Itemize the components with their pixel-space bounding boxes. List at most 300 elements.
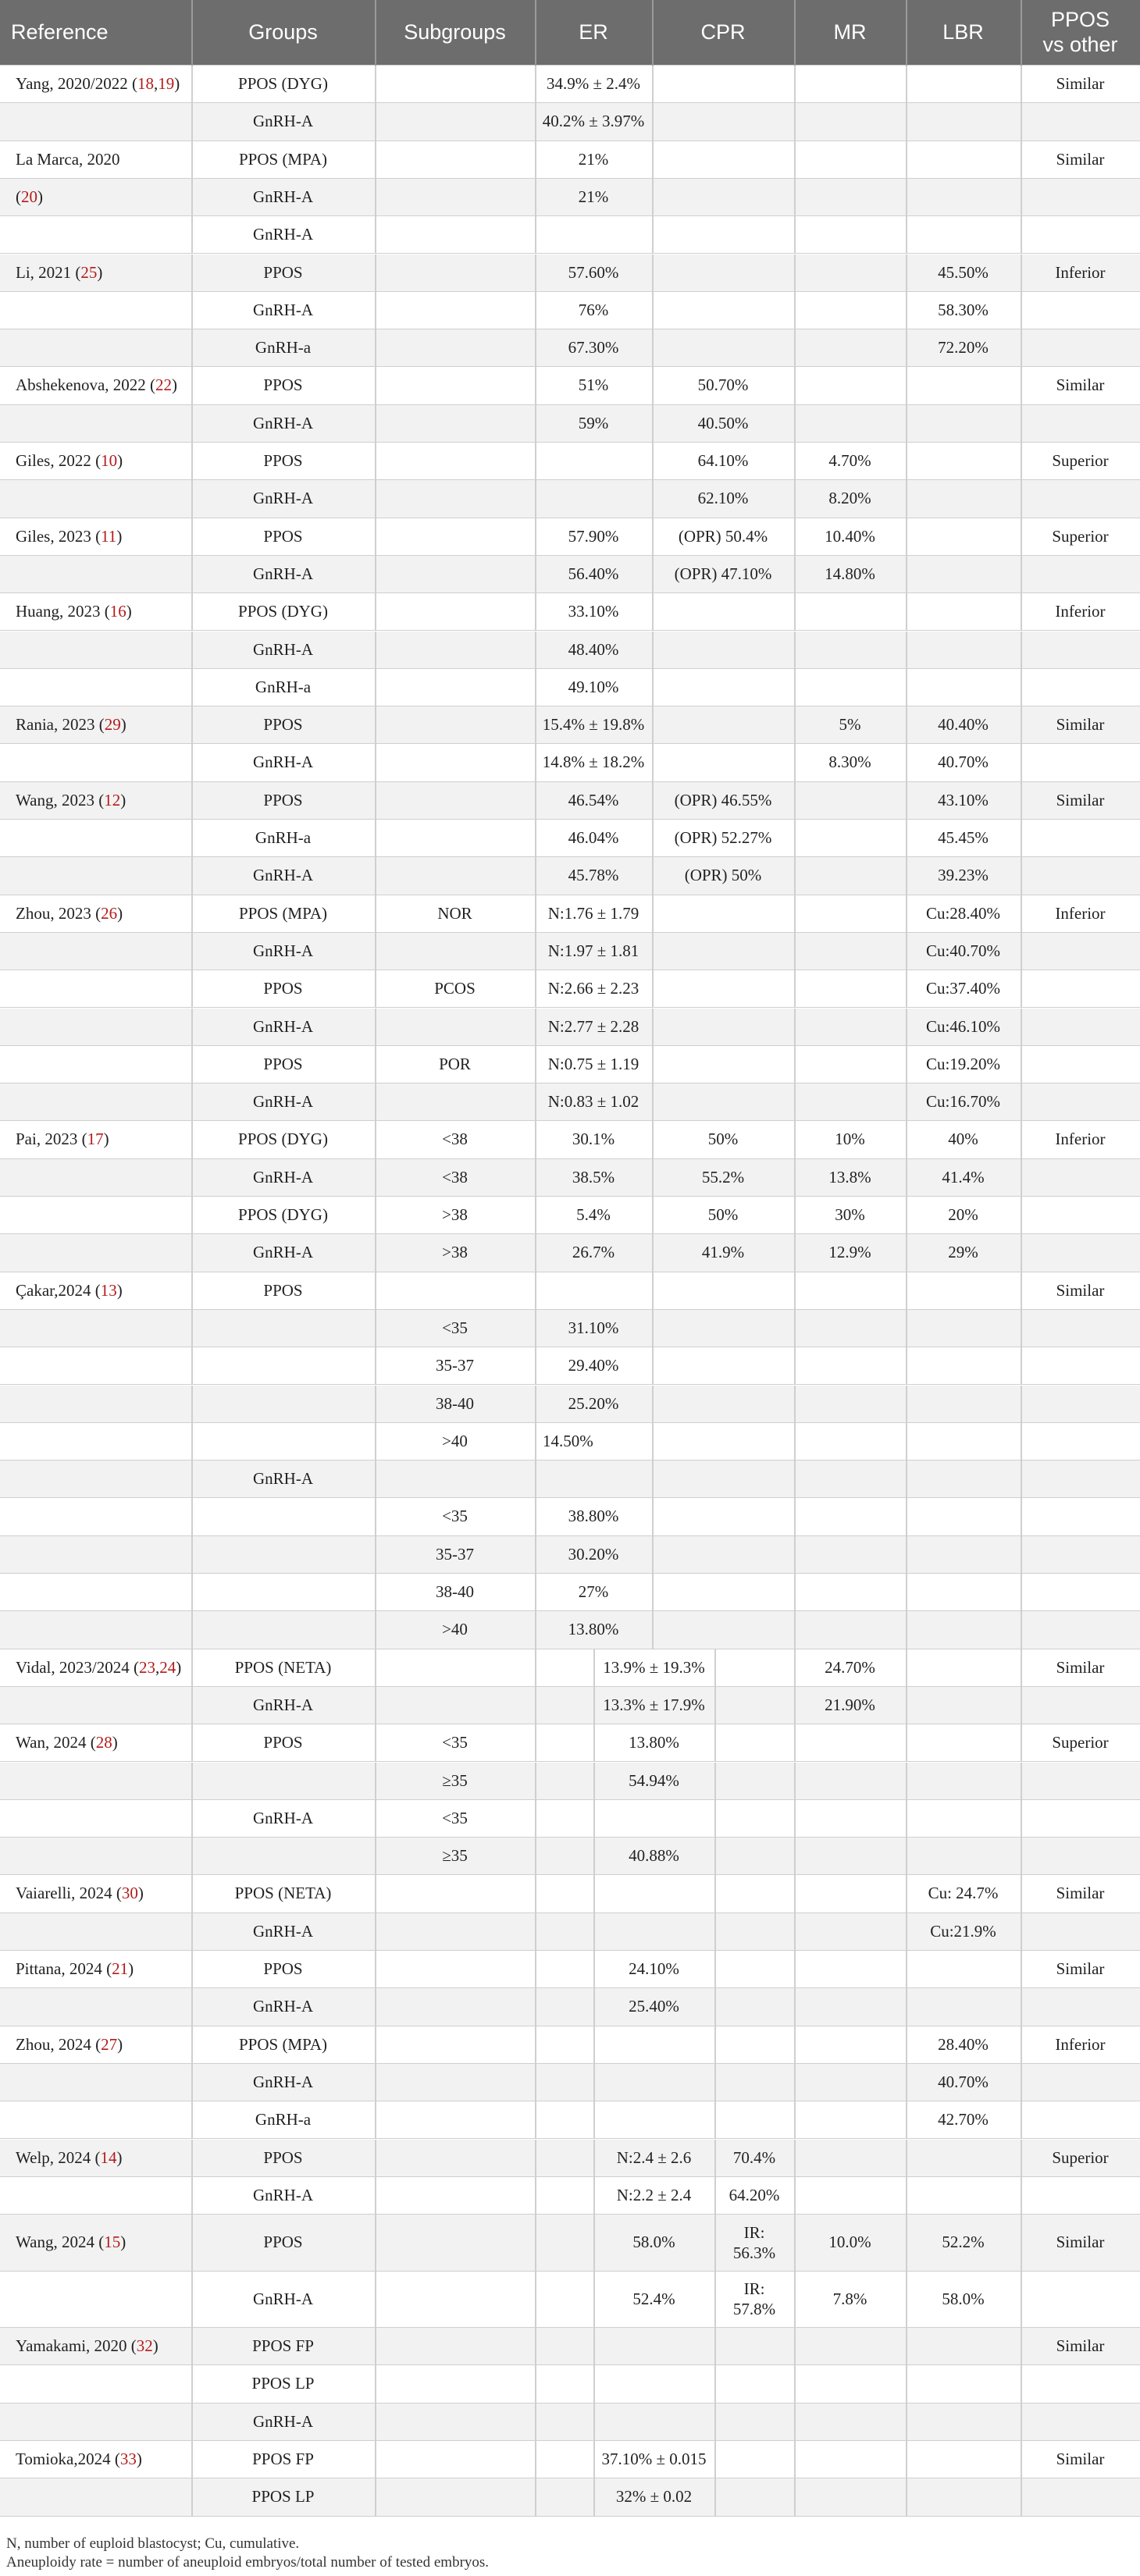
er-cell: 58.0% [632,2233,675,2252]
reference-cell [0,1009,191,1045]
citation-link[interactable]: 32 [136,2336,153,2356]
table-row [0,820,1140,857]
reference-cell [0,1234,191,1271]
mr-cell: 14.80% [825,564,875,583]
reference-text: ( [16,187,21,206]
cpr-cell [652,292,794,329]
citation-link[interactable]: 24 [159,1657,176,1677]
lbr-cell: 72.20% [938,338,989,358]
group-cell [191,1574,375,1610]
er-cell: N:2.66 ± 2.23 [547,979,639,998]
lbr-cell [906,1310,1021,1347]
reference-cell [0,820,191,856]
cpr-cell [714,1763,794,1799]
group-cell: PPOS (DYG) [238,74,328,93]
er-cell: 30.20% [568,1544,619,1564]
mr-cell [794,66,906,102]
citation-link[interactable]: 29 [104,715,121,735]
table-row [0,2215,1140,2272]
group-cell: GnRH-A [253,2072,313,2091]
reference-tail: ) [152,2336,159,2356]
er-cell: 51% [578,375,609,395]
table-row [0,2365,1140,2403]
header-ppos-vs-other-2: vs other [1042,32,1118,56]
cpr-cell [652,1574,794,1610]
reference-text: Zhou, 2024 ( [16,2034,102,2054]
mr-cell [794,1763,906,1799]
mr-cell [794,405,906,442]
table-header [0,0,1140,66]
citation-link[interactable]: 23 [138,1657,155,1677]
cpr-cell [652,933,794,970]
lbr-cell [906,1951,1021,1987]
result-cell: Similar [1056,1657,1105,1677]
er-spacer-cell [535,1875,593,1912]
table-row [0,329,1140,367]
reference-cell [0,1763,191,1799]
table-row [0,1800,1140,1838]
group-cell: GnRH-A [253,1997,313,2016]
er-cell [593,1913,714,1950]
lbr-cell: Cu:46.10% [925,1016,1001,1036]
reference-cell [0,632,191,668]
er-cell: N:1.76 ± 1.79 [547,903,639,923]
cpr-cell [652,895,794,932]
mr-cell: 8.20% [828,489,871,508]
reference-tail: ) [120,790,126,809]
header-mr: MR [833,20,867,44]
table-row [0,2272,1140,2329]
cpr-cell [714,2478,794,2515]
table-row [0,1649,1140,1687]
lbr-cell [906,556,1021,592]
er-cell: 38.5% [572,1167,615,1187]
reference-cell [0,2064,191,2101]
result-cell [1021,2101,1140,2138]
table-row [0,2101,1140,2139]
cpr-cell [714,2101,794,2138]
subgroup-cell: >38 [442,1205,468,1224]
citation-link[interactable]: 14 [100,2147,117,2167]
footnote-abbreviations: N, number of euploid blastocyst; Cu, cumulative. [6,2535,300,2552]
lbr-cell: Cu:21.9% [930,1921,996,1941]
reference-text: Wang, 2024 ( [16,2233,105,2252]
reference-tail: ) [116,1280,123,1300]
table-row [0,706,1140,744]
er-spacer-cell [535,1838,593,1874]
cpr-cell [652,216,794,253]
result-cell [1021,1083,1140,1120]
table-row [0,2177,1140,2215]
result-cell: Inferior [1055,2034,1106,2054]
mr-cell [794,669,906,706]
er-cell: 21% [578,149,609,169]
reference-tail: ) [176,1657,182,1677]
cpr-cell [652,1423,794,1460]
cpr-cell [652,103,794,140]
result-cell [1021,1347,1140,1384]
citation-link[interactable]: 15 [104,2233,121,2252]
er-cell: 30.1% [572,1130,615,1149]
er-cell: 31.10% [568,1318,619,1337]
citation-link[interactable]: 27 [101,2034,118,2054]
reference-cell [0,895,191,932]
table-row [0,857,1140,895]
citation-link[interactable]: 20 [21,187,37,206]
result-cell: Superior [1052,2147,1109,2167]
er-spacer-cell [535,2403,593,2440]
er-spacer-cell [535,2365,593,2402]
reference-cell [0,1423,191,1460]
reference-text: Pai, 2023 ( [16,1130,87,1149]
cpr-cell: (OPR) 50% [684,866,762,885]
reference-cell [0,1083,191,1120]
mr-cell [794,103,906,140]
reference-cell [0,329,191,366]
cpr-line: IR: [743,2279,765,2299]
table-row [0,1310,1140,1347]
result-cell [1021,1611,1140,1648]
mr-cell [794,1800,906,1837]
group-cell [191,1347,375,1384]
subgroup-cell [375,556,535,592]
group-cell: PPOS [263,262,303,282]
result-cell [1021,2478,1140,2515]
citation-link[interactable]: 25 [80,262,98,282]
lbr-cell [906,1536,1021,1573]
reference-cell [0,1461,191,1497]
table-row [0,1197,1140,1234]
citation-link[interactable]: 18 [137,74,154,93]
citation-link[interactable]: 33 [119,2450,137,2468]
lbr-cell [906,632,1021,668]
subgroup-cell [375,1951,535,1987]
result-cell [1021,1498,1140,1535]
mr-cell [794,179,906,215]
cpr-line: IR: [743,2222,765,2242]
group-cell: PPOS [263,1280,303,1300]
reference-cell [0,2215,191,2271]
subgroup-cell [375,2140,535,2176]
citation-link[interactable]: 19 [158,74,175,93]
er-cell [593,1800,714,1837]
subgroup-cell [375,669,535,706]
table-row [0,669,1140,706]
citation-link[interactable]: 17 [87,1130,104,1149]
lbr-cell [906,405,1021,442]
citation-link[interactable]: 10 [101,451,118,470]
cpr-cell [714,2272,794,2328]
mr-cell: 12.9% [828,1243,871,1262]
reference-cell [0,2272,191,2328]
mr-cell [794,782,906,819]
subgroup-cell [375,1687,535,1724]
er-cell: N:0.83 ± 1.02 [547,1092,639,1112]
reference-cell [0,706,191,743]
header-ppos-vs-other [1021,0,1140,65]
mr-cell: 13.8% [828,1167,871,1187]
group-cell: GnRH-A [253,1167,313,1187]
table-row [0,1347,1140,1385]
mr-cell [794,2441,906,2478]
reference-text: La Marca, 2020 [16,149,120,169]
subgroup-cell [375,2272,535,2328]
er-cell [593,2026,714,2063]
cpr-cell [652,632,794,668]
reference-text: Abshekenova, 2022 ( [16,375,156,395]
subgroup-cell: ≥35 [442,1770,468,1790]
group-cell: PPOS (DYG) [238,602,328,621]
mr-cell [794,933,906,970]
cpr-cell [714,1649,794,1686]
lbr-cell [906,669,1021,706]
subgroup-cell [375,782,535,819]
reference-text: Welp, 2024 ( [16,2147,101,2167]
table-row [0,2140,1140,2177]
result-cell [1021,1159,1140,1196]
subgroup-cell [375,1009,535,1045]
group-cell: PPOS FP [252,2450,314,2468]
group-cell: GnRH-A [253,1469,313,1489]
lbr-cell: Cu: 24.7% [928,1884,999,1903]
mr-cell [794,1574,906,1610]
lbr-cell: 39.23% [938,866,989,885]
reference-cell [0,1159,191,1196]
subgroup-cell [375,2403,535,2440]
result-cell [1021,857,1140,894]
er-cell [593,2328,714,2364]
reference-text: Pittana, 2024 ( [16,1959,112,1978]
group-cell: PPOS [263,1959,303,1978]
lbr-cell [906,2177,1021,2214]
cpr-cell [652,1083,794,1120]
lbr-cell: 29% [948,1243,978,1262]
group-cell: PPOS FP [252,2336,314,2356]
reference-tail: ) [103,1130,109,1149]
result-cell: Similar [1056,149,1105,169]
header-ppos-vs-other-1: PPOS [1050,8,1110,32]
result-cell [1021,216,1140,253]
subgroup-cell [375,179,535,215]
mr-cell [794,1536,906,1573]
table-row [0,632,1140,669]
cpr-line: 56.3% [732,2243,776,2262]
citation-link[interactable]: 16 [109,602,126,621]
table-row [0,1121,1140,1158]
lbr-cell [906,1272,1021,1309]
result-cell [1021,1423,1140,1460]
er-cell: N:2.2 ± 2.4 [616,2185,692,2204]
result-cell: Inferior [1055,602,1106,621]
mr-cell [794,254,906,291]
group-cell: PPOS [263,2233,303,2252]
result-cell [1021,1009,1140,1045]
lbr-cell [906,1423,1021,1460]
mr-cell [794,593,906,630]
subgroup-cell: 35-37 [436,1544,474,1564]
er-cell: 54.94% [629,1770,679,1790]
citation-link[interactable]: 28 [95,1733,112,1752]
mr-cell [794,1913,906,1950]
lbr-cell: 52.2% [942,2233,985,2252]
reference-text: Yamakami, 2020 ( [16,2336,137,2356]
er-cell: 40.2% ± 3.97% [542,112,645,131]
result-cell [1021,103,1140,140]
group-cell: PPOS [263,1054,303,1073]
table-row [0,1611,1140,1649]
citation-link[interactable]: 21 [112,1959,129,1978]
mr-cell [794,1046,906,1083]
group-cell: GnRH-A [253,413,313,432]
er-cell: 15.4% ± 19.8% [542,715,645,735]
citation-link[interactable]: 26 [101,903,118,923]
mr-cell: 7.8% [832,2289,867,2308]
cpr-cell [652,1310,794,1347]
table-row [0,1498,1140,1535]
reference-tail: ) [172,375,178,395]
table-row [0,1687,1140,1724]
table-row [0,66,1140,103]
table-row [0,2328,1140,2365]
group-cell: GnRH-A [253,866,313,885]
citation-link[interactable]: 13 [100,1280,117,1300]
citation-link[interactable]: 12 [104,790,121,809]
cpr-cell: 64.10% [697,451,749,470]
er-cell: 46.04% [568,828,619,847]
er-spacer-cell [535,2215,593,2271]
citation-link[interactable]: 30 [121,1884,138,1903]
lbr-cell [906,1574,1021,1610]
result-cell: Inferior [1055,1130,1106,1149]
cpr-cell: 50.70% [697,375,749,395]
cpr-cell [652,744,794,781]
table-row [0,744,1140,781]
result-cell [1021,329,1140,366]
cpr-cell [714,2215,794,2271]
lbr-cell [906,2140,1021,2176]
mr-cell [794,895,906,932]
table-row [0,556,1140,593]
group-cell: GnRH-a [255,2110,312,2129]
cpr-cell [652,1347,794,1384]
subgroup-cell [375,2101,535,2138]
reference-cell [0,141,191,178]
group-cell [191,1498,375,1535]
reference-cell: Vidal, 2023/2024 ( 23 , 24 ) [0,1649,191,1686]
result-cell [1021,1988,1140,2025]
result-cell [1021,2403,1140,2440]
group-cell: PPOS LP [251,2487,315,2507]
er-cell: 26.7% [572,1243,615,1262]
reference-cell [0,1121,191,1158]
er-spacer-cell [535,2272,593,2328]
lbr-cell: Cu:16.70% [925,1092,1001,1112]
reference-cell [0,1574,191,1610]
group-cell: GnRH-A [253,1092,313,1112]
er-spacer-cell [535,2328,593,2364]
cpr-cell: 70.4% [732,2147,776,2167]
er-cell [593,2403,714,2440]
cpr-cell [714,1988,794,2025]
reference-cell [0,1197,191,1233]
reference-text: Giles, 2022 ( [16,451,102,470]
result-cell: Similar [1056,1884,1105,1903]
group-cell: GnRH-A [253,639,313,659]
group-cell [191,1386,375,1422]
lbr-cell [906,1498,1021,1535]
er-cell: 13.80% [629,1733,679,1752]
lbr-cell: 40.70% [938,753,989,772]
result-cell: Superior [1052,451,1109,470]
result-cell [1021,2272,1140,2328]
header-subgroups: Subgroups [404,20,506,44]
table-row [0,1951,1140,1988]
reference-text: Yang, 2020/2022 ( [16,74,137,93]
lbr-cell: 43.10% [938,790,989,809]
result-cell: Similar [1056,2450,1105,2468]
reference-cell [0,2101,191,2138]
group-cell: PPOS (MPA) [238,903,328,923]
subgroup-cell [375,2064,535,2101]
er-cell: 24.10% [629,1959,679,1978]
cpr-cell: (OPR) 52.27% [674,828,772,847]
reference-cell [0,2140,191,2176]
lbr-cell [906,2478,1021,2515]
reference-cell [0,480,191,517]
group-cell: GnRH-A [253,1016,313,1036]
citation-link[interactable]: 22 [155,375,173,395]
reference-cell [0,1913,191,1950]
reference-cell [0,1687,191,1724]
group-cell: GnRH-A [253,564,313,583]
lbr-cell: 45.45% [938,828,989,847]
reference-cell [0,2478,191,2515]
result-cell [1021,2177,1140,2214]
cpr-cell [714,2064,794,2101]
subgroup-cell [375,367,535,404]
mr-cell [794,820,906,856]
reference-text: Tomioka,2024 ( [16,2450,120,2468]
er-cell: N:0.75 ± 1.19 [547,1054,639,1073]
cpr-cell [714,2365,794,2402]
lbr-cell [906,141,1021,178]
cpr-cell [714,1838,794,1874]
reference-cell [0,593,191,630]
reference-cell [0,443,191,479]
lbr-cell [906,367,1021,404]
mr-cell [794,2328,906,2364]
lbr-cell [906,1347,1021,1384]
reference-cell [0,1498,191,1535]
cpr-cell [652,970,794,1007]
er-cell [535,443,652,479]
reference-cell [0,782,191,819]
reference-text: Wan, 2024 ( [16,1733,96,1752]
cpr-cell: 50% [707,1130,739,1149]
subgroup-cell: ≥35 [442,1846,468,1866]
mr-cell [794,632,906,668]
cpr-cell: 64.20% [729,2185,780,2204]
subgroup-cell: >40 [442,1431,468,1450]
lbr-cell [906,1724,1021,1761]
citation-link[interactable]: 11 [101,526,117,546]
table-row [0,1234,1140,1272]
result-cell [1021,669,1140,706]
group-cell: GnRH-A [253,225,313,244]
lbr-cell: Cu:19.20% [925,1054,1001,1073]
subgroup-cell: PCOS [434,979,476,998]
lbr-cell [906,480,1021,517]
